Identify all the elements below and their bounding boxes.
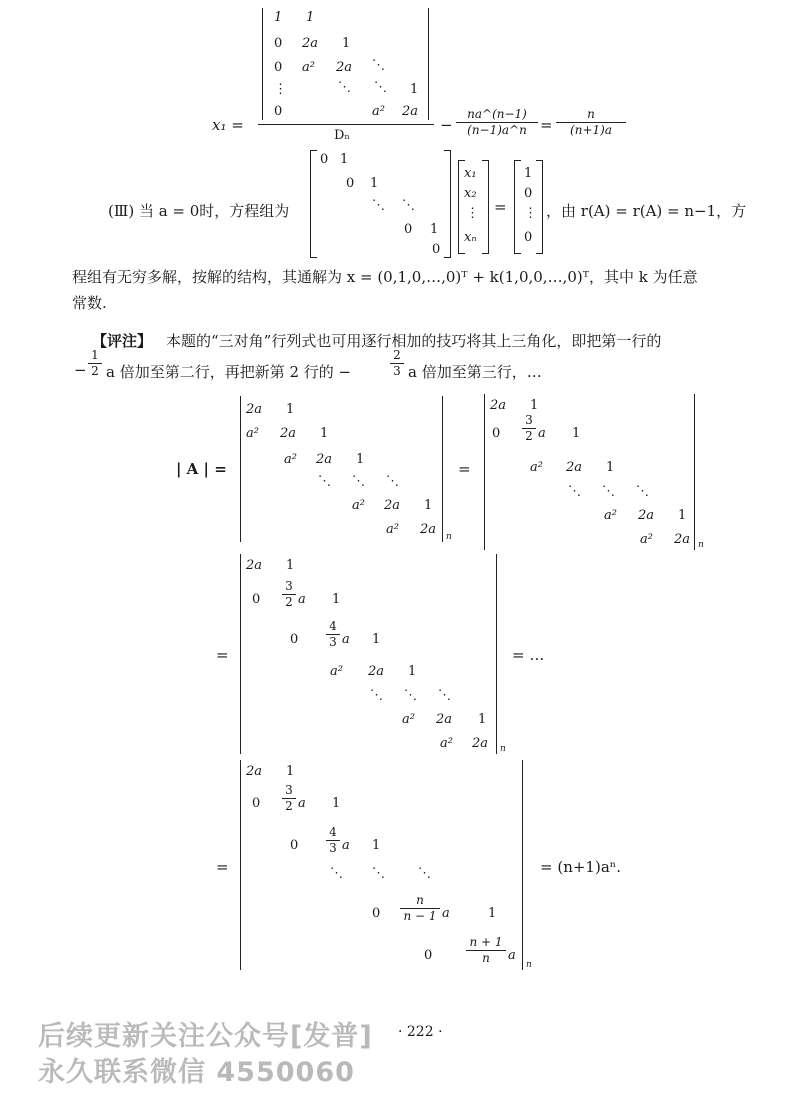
denominator: 2	[91, 364, 99, 378]
cell: 0	[274, 60, 283, 75]
matrix-cell: 1	[356, 452, 365, 467]
matrix-cell: 2a	[280, 426, 297, 441]
matrix-cell: 0	[290, 838, 299, 853]
cell: 2a	[302, 36, 319, 51]
cell: a²	[372, 104, 385, 119]
order-n: n	[500, 744, 506, 754]
matrix-cell: a	[538, 426, 546, 441]
matrix-cell: ⋱	[330, 866, 343, 881]
matrix-cell: a²	[640, 532, 653, 547]
det-bar-left	[262, 8, 263, 120]
cell: x₂	[464, 186, 477, 201]
matrix-cell: 1	[332, 592, 341, 607]
page-number: · 222 ·	[398, 1024, 443, 1040]
matrix-cell: a	[298, 592, 306, 607]
denominator: 3	[393, 364, 401, 378]
cell: 1	[306, 10, 315, 25]
matrix-cell: 1	[286, 402, 295, 417]
cell: 1	[370, 176, 379, 191]
matrix-cell: a	[342, 632, 350, 647]
cell: ⋮	[524, 206, 537, 221]
matrix-cell: a²	[284, 452, 297, 467]
matrix-cell: ⋱	[318, 474, 331, 489]
matrix-cell: ⋱	[372, 866, 385, 881]
final-result: = (n+1)aⁿ.	[540, 858, 622, 876]
cell: 1	[524, 166, 533, 181]
cell: 1	[410, 82, 419, 97]
matrix-cell: 1	[678, 508, 687, 523]
matrix-cell: a	[508, 948, 516, 963]
matrix-cell: a²	[402, 712, 415, 727]
matrix-cell: 0	[424, 948, 433, 963]
comment-line: a 倍加至第三行，…	[408, 363, 542, 381]
solution-line-end: 常数.	[72, 294, 107, 312]
matrix-cell: ⋱	[386, 474, 399, 489]
matrix-cell: 1	[572, 426, 581, 441]
vector-bracket-right	[482, 160, 489, 254]
matrix-cell: 1	[332, 796, 341, 811]
matrix-cell: 2a	[246, 764, 263, 779]
cell: 2a	[336, 60, 353, 75]
det-bar-left	[240, 554, 241, 754]
matrix-cell: 2a	[638, 508, 655, 523]
equals-sign: =	[494, 198, 507, 216]
cell: 0	[524, 186, 533, 201]
watermark-line: 后续更新关注公众号[发普]	[38, 1021, 373, 1052]
order-n: n	[446, 532, 452, 542]
fraction: 3 2	[522, 414, 536, 443]
cell: ⋱	[374, 80, 387, 95]
denominator: (n−1)a^n	[467, 123, 527, 137]
det-bar-right	[442, 396, 443, 542]
cell: 1	[342, 36, 351, 51]
matrix-cell: 1	[286, 558, 295, 573]
matrix-cell: a²	[330, 664, 343, 679]
cell: 1	[430, 222, 439, 237]
numerator: 1	[91, 348, 99, 362]
equals-sign: =	[540, 116, 553, 134]
matrix-cell: a²	[440, 736, 453, 751]
cell: ⋱	[338, 80, 351, 95]
det-bar-right	[496, 554, 497, 754]
matrix-cell: 1	[606, 460, 615, 475]
matrix-bracket-right	[444, 150, 451, 258]
result-fraction	[556, 108, 626, 137]
matrix-cell: 2a	[246, 558, 263, 573]
cell: 0	[524, 230, 533, 245]
matrix-cell: 1	[320, 426, 329, 441]
fraction: 4 3	[326, 826, 340, 855]
solution-line: 程组有无穷多解，按解的结构，其通解为 x = (0,1,0,…,0)ᵀ + k(1,0,0,…,0)ᵀ，其中 k 为任意	[72, 268, 698, 286]
fraction-bar	[258, 124, 434, 125]
matrix-cell: 2a	[674, 532, 691, 547]
x1-lhs: x₁ =	[212, 116, 244, 134]
fraction: n + 1 n	[466, 936, 506, 965]
matrix-cell: a²	[352, 498, 365, 513]
numerator: na^(n−1)	[467, 107, 527, 121]
matrix-cell: 1	[488, 906, 497, 921]
matrix-cell: 1	[478, 712, 487, 727]
det-bar-right	[522, 760, 523, 970]
cell: 2a	[402, 104, 419, 119]
cell: ⋱	[402, 198, 415, 213]
matrix-cell: 1	[372, 838, 381, 853]
matrix-cell: a²	[246, 426, 259, 441]
matrix-cell: 2a	[490, 398, 507, 413]
matrix-cell: 0	[372, 906, 381, 921]
det-bar-right	[428, 8, 429, 120]
fraction: 3 2	[282, 784, 296, 813]
denominator: Dₙ	[334, 128, 351, 143]
fraction-one-half	[88, 349, 102, 378]
fraction: 4 3	[326, 620, 340, 649]
matrix-cell: 1	[530, 398, 539, 413]
order-n: n	[698, 540, 704, 550]
det-lhs: | A | =	[176, 460, 227, 478]
comment-line: a 倍加至第二行，再把新第 2 行的 −	[106, 363, 352, 381]
det-bar-left	[484, 394, 485, 550]
equals-sign: =	[216, 646, 229, 664]
equals-sign: =	[216, 858, 229, 876]
numerator: 2	[393, 348, 401, 362]
comment-tag: 【评注】	[92, 332, 153, 350]
matrix-cell: ⋱	[438, 688, 451, 703]
order-n: n	[526, 960, 532, 970]
cell: x₁	[464, 166, 477, 181]
numerator: n	[587, 107, 595, 121]
matrix-cell: 0	[492, 426, 501, 441]
matrix-cell: a²	[604, 508, 617, 523]
minus-sign: −	[440, 116, 453, 134]
fraction: n n − 1	[400, 894, 440, 923]
matrix-cell: ⋱	[352, 474, 365, 489]
comment-line: 本题的“三对角”行列式也可用逐行相加的技巧将其上三角化，即把第一行的	[166, 332, 662, 350]
matrix-cell: 1	[424, 498, 433, 513]
cell: ⋮	[274, 82, 287, 97]
continuation: = …	[512, 646, 545, 664]
matrix-cell: a	[298, 796, 306, 811]
fraction-two-thirds	[390, 349, 404, 378]
det-bar-left	[240, 760, 241, 970]
matrix-cell: a	[442, 906, 450, 921]
matrix-cell: 2a	[368, 664, 385, 679]
cell: xₙ	[464, 230, 477, 245]
matrix-cell: 0	[252, 796, 261, 811]
vector-bracket-left	[514, 160, 521, 254]
det-bar-left	[240, 396, 241, 542]
denominator: (n+1)a	[570, 123, 612, 137]
watermark-line: 永久联系微信 4550060	[38, 1057, 355, 1088]
cell: 0	[404, 222, 413, 237]
cell: 1	[340, 152, 349, 167]
cell: ⋱	[372, 58, 385, 73]
cell: ⋱	[372, 198, 385, 213]
equals-sign: =	[458, 460, 471, 478]
part-three-lead: (Ⅲ) 当 a = 0时，方程组为	[108, 202, 290, 220]
matrix-cell: 2a	[246, 402, 263, 417]
matrix-cell: ⋱	[370, 688, 383, 703]
matrix-cell: ⋱	[404, 688, 417, 703]
matrix-cell: a²	[530, 460, 543, 475]
matrix-bracket-left	[310, 150, 317, 258]
matrix-cell: 0	[290, 632, 299, 647]
matrix-cell: ⋱	[418, 866, 431, 881]
matrix-cell: 2a	[316, 452, 333, 467]
det-bar-right	[694, 394, 695, 550]
matrix-cell: 2a	[566, 460, 583, 475]
cell: ⋮	[466, 206, 479, 221]
matrix-cell: 1	[408, 664, 417, 679]
matrix-cell: a²	[386, 522, 399, 537]
matrix-cell: 2a	[472, 736, 489, 751]
cell: a²	[302, 60, 315, 75]
cell: 1	[274, 10, 283, 25]
matrix-cell: 2a	[420, 522, 437, 537]
matrix-cell: 2a	[384, 498, 401, 513]
cell: 0	[274, 36, 283, 51]
minus-sign: −	[74, 361, 87, 379]
vector-bracket-right	[536, 160, 543, 254]
rank-text: ，由 r(A) = r(A) = n−1，方	[546, 202, 747, 220]
matrix-cell: 1	[286, 764, 295, 779]
matrix-cell: 1	[372, 632, 381, 647]
matrix-cell: a	[342, 838, 350, 853]
matrix-cell: ⋱	[602, 484, 615, 499]
middle-fraction	[456, 108, 538, 137]
matrix-cell: 0	[252, 592, 261, 607]
matrix-cell: 2a	[436, 712, 453, 727]
cell: 0	[432, 242, 441, 257]
cell: 0	[346, 176, 355, 191]
fraction: 3 2	[282, 580, 296, 609]
cell: 0	[274, 104, 283, 119]
matrix-cell: ⋱	[636, 484, 649, 499]
matrix-cell: ⋱	[568, 484, 581, 499]
cell: 0	[320, 152, 329, 167]
